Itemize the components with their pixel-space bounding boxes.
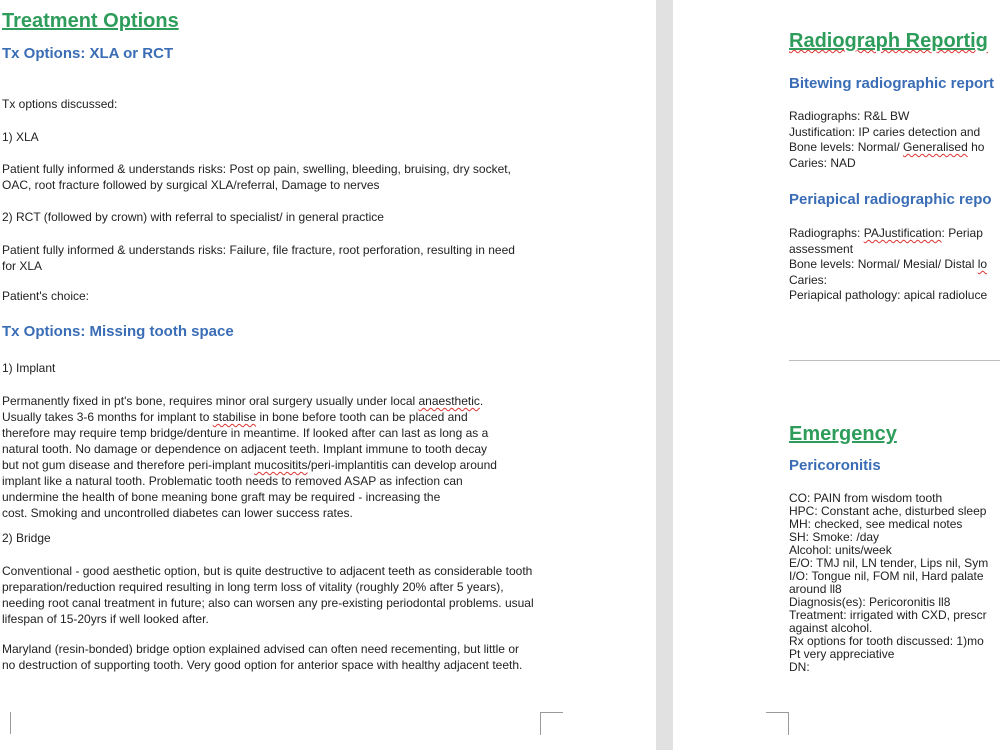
crop-mark bbox=[0, 712, 11, 734]
page-gap bbox=[656, 0, 673, 750]
bitewing-report-body: Radiographs: R&L BW Justification: IP caries detection and Bone levels: Normal/ Generalised ho Caries: NAD bbox=[789, 109, 985, 170]
pericoronitis-notes: CO: PAIN from wisdom tooth HPC: Constant ache, disturbed sleep MH: checked, see medical notes SH: Smoke: /day Alcohol: units/week E/O: TMJ nil, LN tender, Lips nil, Sym I/O: Tongue nil, FOM nil, Hard palate around ll8 Diagnosis(es): Pericoronitis ll8 Treatment: irrigated with CXD, prescr against alcohol. Rx options for tooth discussed: 1)mo Pt very appreciative DN: bbox=[789, 491, 989, 674]
xla-risks-paragraph: Patient fully informed & understands risks: Post op pain, swelling, bleeding, bruising, dry socket, OAC, root fracture followed by surgical XLA/referral, Damage to nerves bbox=[2, 162, 511, 192]
page-title-emergency: Emergency bbox=[789, 423, 897, 445]
crop-mark bbox=[766, 712, 789, 735]
implant-line: Usually takes 3-6 months for implant to stabilise in bone before tooth can be placed and bbox=[2, 410, 468, 424]
page-title-radiograph-reporting: Radiograph Reportig bbox=[789, 30, 988, 52]
heading-periapical-report: Periapical radiographic repo bbox=[789, 191, 992, 208]
rct-risks-paragraph: Patient fully informed & understands risks: Failure, file fracture, root perforation, resulting in need for XLA bbox=[2, 243, 515, 273]
implant-paragraph bbox=[2, 393, 562, 521]
page-title-treatment-options: Treatment Options bbox=[2, 10, 179, 32]
section-divider bbox=[789, 360, 1000, 361]
option-implant-label: 1) Implant bbox=[2, 361, 56, 375]
implant-line: therefore may require temp bridge/denture in meantime. If looked after can last as long as a bbox=[2, 426, 489, 440]
option-rct-label: 2) RCT (followed by crown) with referral to specialist/ in general practice bbox=[2, 210, 384, 224]
document-page-right bbox=[673, 0, 1000, 750]
bridge-maryland-paragraph: Maryland (resin-bonded) bridge option explained advised can often need recementing, but little or no destruction of supporting tooth. Very good option for anterior space with healthy adjacent teeth. bbox=[2, 642, 523, 672]
periapical-report-body: Radiographs: PAJustification: Periap assessment Bone levels: Normal/ Mesial/ Distal lo Caries: Periapical pathology: apical radioluce bbox=[789, 226, 988, 302]
option-xla-label: 1) XLA bbox=[2, 130, 39, 144]
implant-line: implant like a natural tooth. Problematic tooth needs to removed ASAP as infection can bbox=[2, 474, 463, 488]
option-bridge-label: 2) Bridge bbox=[2, 531, 51, 545]
patient-choice: Patient's choice: bbox=[2, 289, 90, 303]
implant-line: undermine the health of bone meaning bone graft may be required - increasing the bbox=[2, 490, 441, 504]
heading-xla-or-rct: Tx Options: XLA or RCT bbox=[2, 45, 174, 62]
heading-bitewing-report: Bitewing radiographic report bbox=[789, 75, 995, 92]
heading-pericoronitis: Pericoronitis bbox=[789, 457, 881, 474]
crop-mark bbox=[540, 712, 563, 735]
heading-missing-tooth-space: Tx Options: Missing tooth space bbox=[2, 323, 234, 340]
implant-line: Permanently fixed in pt's bone, requires minor oral surgery usually under local anaesthetic. bbox=[2, 394, 484, 408]
bridge-conventional-paragraph: Conventional - good aesthetic option, but is quite destructive to adjacent teeth as considerable tooth preparation/reduction required resulting in long term loss of vitality (roughly 20% after 5 years), needing root canal treatment in future; also can worsen any pre-existing periodontal problems. usual lifespan of 15-20yrs if well looked after. bbox=[2, 564, 534, 626]
implant-line: natural tooth. No damage or dependence on adjacent teeth. Implant immune to tooth decay bbox=[2, 442, 487, 456]
implant-line: cost. Smoking and uncontrolled diabetes can lower success rates. bbox=[2, 506, 353, 520]
tx-options-intro: Tx options discussed: bbox=[2, 97, 118, 111]
implant-line: but not gum disease and therefore peri-implant mucositits/peri-implantitis can develop around bbox=[2, 458, 497, 472]
